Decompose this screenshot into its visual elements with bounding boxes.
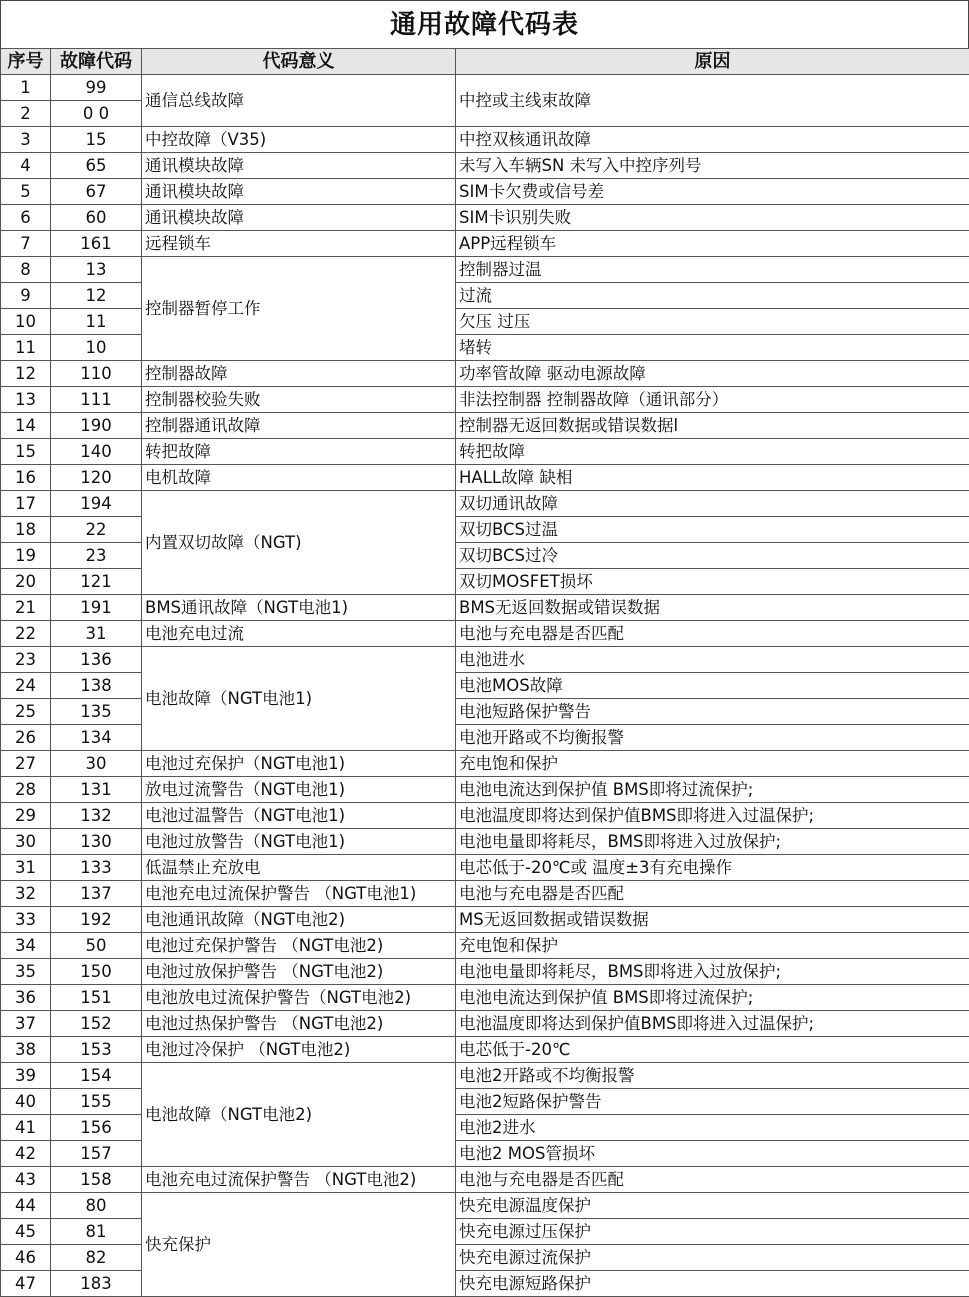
row-number: 16 bbox=[1, 465, 51, 491]
fault-cause: 快充电源过压保护 bbox=[456, 1219, 969, 1245]
row-number: 47 bbox=[1, 1271, 51, 1297]
table-row bbox=[1, 1037, 969, 1063]
row-number: 13 bbox=[1, 387, 51, 413]
fault-cause: 电池2开路或不均衡报警 bbox=[456, 1063, 969, 1089]
fault-cause: 电池电流达到保护值 BMS即将过流保护; bbox=[456, 985, 969, 1011]
table-row bbox=[1, 491, 969, 517]
page-title: 通用故障代码表 bbox=[0, 0, 969, 48]
code-meaning: 电池充电过流保护警告 （NGT电池2) bbox=[142, 1167, 456, 1193]
header-no: 序号 bbox=[1, 49, 51, 75]
row-number: 8 bbox=[1, 257, 51, 283]
fault-code: 153 bbox=[51, 1037, 142, 1063]
row-number: 12 bbox=[1, 361, 51, 387]
fault-cause: 过流 bbox=[456, 283, 969, 309]
fault-cause: 充电饱和保护 bbox=[456, 933, 969, 959]
fault-code: 151 bbox=[51, 985, 142, 1011]
row-number: 15 bbox=[1, 439, 51, 465]
code-meaning: BMS通讯故障（NGT电池1) bbox=[142, 595, 456, 621]
table-row bbox=[1, 387, 969, 413]
fault-code: 152 bbox=[51, 1011, 142, 1037]
fault-code: 60 bbox=[51, 205, 142, 231]
fault-code: 12 bbox=[51, 283, 142, 309]
code-meaning: 控制器故障 bbox=[142, 361, 456, 387]
fault-code: 13 bbox=[51, 257, 142, 283]
table-row bbox=[1, 127, 969, 153]
fault-code: 10 bbox=[51, 335, 142, 361]
table-row bbox=[1, 829, 969, 855]
fault-cause: 控制器过温 bbox=[456, 257, 969, 283]
table-row bbox=[1, 1063, 969, 1089]
code-meaning: 通信总线故障 bbox=[142, 75, 456, 127]
fault-cause: 电池与充电器是否匹配 bbox=[456, 621, 969, 647]
code-meaning: 电池过热保护警告 （NGT电池2) bbox=[142, 1011, 456, 1037]
row-number: 24 bbox=[1, 673, 51, 699]
fault-cause: 电池温度即将达到保护值BMS即将进入过温保护; bbox=[456, 1011, 969, 1037]
row-number: 19 bbox=[1, 543, 51, 569]
fault-cause: 电池2短路保护警告 bbox=[456, 1089, 969, 1115]
row-number: 31 bbox=[1, 855, 51, 881]
code-meaning: 电池过充保护警告 （NGT电池2) bbox=[142, 933, 456, 959]
fault-cause: 电芯低于-20℃ bbox=[456, 1037, 969, 1063]
table-row bbox=[1, 361, 969, 387]
code-meaning: 电池过放保护警告 （NGT电池2) bbox=[142, 959, 456, 985]
fault-cause: 电芯低于-20℃或 温度±3有充电操作 bbox=[456, 855, 969, 881]
code-meaning: 控制器暂停工作 bbox=[142, 257, 456, 361]
fault-cause: 控制器无返回数据或错误数据l bbox=[456, 413, 969, 439]
table-row bbox=[1, 933, 969, 959]
code-meaning: 通讯模块故障 bbox=[142, 153, 456, 179]
fault-cause: SIM卡欠费或信号差 bbox=[456, 179, 969, 205]
code-meaning: 内置双切故障（NGT) bbox=[142, 491, 456, 595]
fault-cause: 电池MOS故障 bbox=[456, 673, 969, 699]
code-meaning: 电池充电过流 bbox=[142, 621, 456, 647]
fault-code: 183 bbox=[51, 1271, 142, 1297]
fault-code: 133 bbox=[51, 855, 142, 881]
code-meaning: 电池过温警告（NGT电池1) bbox=[142, 803, 456, 829]
fault-cause: 快充电源温度保护 bbox=[456, 1193, 969, 1219]
table-row bbox=[1, 907, 969, 933]
fault-cause: 堵转 bbox=[456, 335, 969, 361]
fault-code: 121 bbox=[51, 569, 142, 595]
fault-code: 155 bbox=[51, 1089, 142, 1115]
fault-cause: 功率管故障 驱动电源故障 bbox=[456, 361, 969, 387]
code-meaning: 通讯模块故障 bbox=[142, 179, 456, 205]
table-body bbox=[1, 75, 969, 1297]
code-meaning: 转把故障 bbox=[142, 439, 456, 465]
row-number: 10 bbox=[1, 309, 51, 335]
fault-cause: 双切BCS过温 bbox=[456, 517, 969, 543]
row-number: 17 bbox=[1, 491, 51, 517]
fault-code: 161 bbox=[51, 231, 142, 257]
row-number: 14 bbox=[1, 413, 51, 439]
code-meaning: 远程锁车 bbox=[142, 231, 456, 257]
fault-code: 134 bbox=[51, 725, 142, 751]
fault-code: 130 bbox=[51, 829, 142, 855]
row-number: 28 bbox=[1, 777, 51, 803]
fault-cause: 欠压 过压 bbox=[456, 309, 969, 335]
fault-cause: 电池与充电器是否匹配 bbox=[456, 881, 969, 907]
code-meaning: 电池过充保护（NGT电池1) bbox=[142, 751, 456, 777]
code-meaning: 电池通讯故障（NGT电池2) bbox=[142, 907, 456, 933]
fault-code-table bbox=[0, 48, 969, 1297]
table-row bbox=[1, 1167, 969, 1193]
row-number: 39 bbox=[1, 1063, 51, 1089]
row-number: 37 bbox=[1, 1011, 51, 1037]
fault-code: 82 bbox=[51, 1245, 142, 1271]
code-meaning: 通讯模块故障 bbox=[142, 205, 456, 231]
fault-cause: 中控双核通讯故障 bbox=[456, 127, 969, 153]
fault-code: 22 bbox=[51, 517, 142, 543]
row-number: 22 bbox=[1, 621, 51, 647]
code-meaning: 电池过放警告（NGT电池1) bbox=[142, 829, 456, 855]
table-row bbox=[1, 153, 969, 179]
row-number: 30 bbox=[1, 829, 51, 855]
fault-cause: MS无返回数据或错误数据 bbox=[456, 907, 969, 933]
fault-code: 191 bbox=[51, 595, 142, 621]
table-row bbox=[1, 751, 969, 777]
fault-cause: 转把故障 bbox=[456, 439, 969, 465]
fault-code: 65 bbox=[51, 153, 142, 179]
row-number: 42 bbox=[1, 1141, 51, 1167]
fault-code: 137 bbox=[51, 881, 142, 907]
fault-code: 150 bbox=[51, 959, 142, 985]
row-number: 46 bbox=[1, 1245, 51, 1271]
fault-cause: 电池电流达到保护值 BMS即将过流保护; bbox=[456, 777, 969, 803]
fault-code: 120 bbox=[51, 465, 142, 491]
table-header-row bbox=[1, 49, 969, 75]
fault-cause: 电池电量即将耗尽，BMS即将进入过放保护; bbox=[456, 959, 969, 985]
fault-code: 140 bbox=[51, 439, 142, 465]
code-meaning: 放电过流警告（NGT电池1) bbox=[142, 777, 456, 803]
table-row bbox=[1, 439, 969, 465]
fault-code: 15 bbox=[51, 127, 142, 153]
code-meaning: 低温禁止充放电 bbox=[142, 855, 456, 881]
row-number: 25 bbox=[1, 699, 51, 725]
row-number: 6 bbox=[1, 205, 51, 231]
fault-code: 192 bbox=[51, 907, 142, 933]
fault-code: 190 bbox=[51, 413, 142, 439]
fault-code: 132 bbox=[51, 803, 142, 829]
row-number: 2 bbox=[1, 101, 51, 127]
fault-code: 0 0 bbox=[51, 101, 142, 127]
row-number: 29 bbox=[1, 803, 51, 829]
fault-code: 30 bbox=[51, 751, 142, 777]
table-row bbox=[1, 1193, 969, 1219]
fault-code: 135 bbox=[51, 699, 142, 725]
code-meaning: 电池放电过流保护警告（NGT电池2) bbox=[142, 985, 456, 1011]
fault-code: 131 bbox=[51, 777, 142, 803]
fault-code: 156 bbox=[51, 1115, 142, 1141]
table-row bbox=[1, 257, 969, 283]
code-meaning: 控制器校验失败 bbox=[142, 387, 456, 413]
row-number: 40 bbox=[1, 1089, 51, 1115]
fault-code: 158 bbox=[51, 1167, 142, 1193]
table-row bbox=[1, 75, 969, 101]
row-number: 33 bbox=[1, 907, 51, 933]
row-number: 44 bbox=[1, 1193, 51, 1219]
fault-cause: 中控或主线束故障 bbox=[456, 75, 969, 127]
fault-code: 23 bbox=[51, 543, 142, 569]
fault-cause: 电池温度即将达到保护值BMS即将进入过温保护; bbox=[456, 803, 969, 829]
row-number: 4 bbox=[1, 153, 51, 179]
table-row bbox=[1, 179, 969, 205]
fault-code: 111 bbox=[51, 387, 142, 413]
fault-code: 81 bbox=[51, 1219, 142, 1245]
header-code: 故障代码 bbox=[51, 49, 142, 75]
table-row bbox=[1, 803, 969, 829]
row-number: 43 bbox=[1, 1167, 51, 1193]
header-meaning: 代码意义 bbox=[142, 49, 456, 75]
table-row bbox=[1, 1011, 969, 1037]
row-number: 36 bbox=[1, 985, 51, 1011]
header-cause: 原因 bbox=[456, 49, 969, 75]
fault-cause: 快充电源过流保护 bbox=[456, 1245, 969, 1271]
row-number: 45 bbox=[1, 1219, 51, 1245]
row-number: 21 bbox=[1, 595, 51, 621]
code-meaning: 中控故障（V35) bbox=[142, 127, 456, 153]
table-row bbox=[1, 881, 969, 907]
code-meaning: 电池故障（NGT电池1) bbox=[142, 647, 456, 751]
row-number: 9 bbox=[1, 283, 51, 309]
row-number: 26 bbox=[1, 725, 51, 751]
row-number: 34 bbox=[1, 933, 51, 959]
fault-code: 50 bbox=[51, 933, 142, 959]
code-meaning: 电池过冷保护 （NGT电池2) bbox=[142, 1037, 456, 1063]
table-row bbox=[1, 647, 969, 673]
table-row bbox=[1, 985, 969, 1011]
fault-cause: 电池进水 bbox=[456, 647, 969, 673]
row-number: 27 bbox=[1, 751, 51, 777]
table-row bbox=[1, 465, 969, 491]
row-number: 18 bbox=[1, 517, 51, 543]
fault-cause: 电池电量即将耗尽，BMS即将进入过放保护; bbox=[456, 829, 969, 855]
table-row bbox=[1, 855, 969, 881]
fault-cause: 充电饱和保护 bbox=[456, 751, 969, 777]
code-meaning: 电机故障 bbox=[142, 465, 456, 491]
row-number: 35 bbox=[1, 959, 51, 985]
fault-cause: 未写入车辆SN 未写入中控序列号 bbox=[456, 153, 969, 179]
fault-code: 138 bbox=[51, 673, 142, 699]
table-row bbox=[1, 621, 969, 647]
table-row bbox=[1, 959, 969, 985]
code-meaning: 电池故障（NGT电池2) bbox=[142, 1063, 456, 1167]
fault-cause: 双切BCS过冷 bbox=[456, 543, 969, 569]
table-row bbox=[1, 413, 969, 439]
fault-code: 11 bbox=[51, 309, 142, 335]
fault-code: 157 bbox=[51, 1141, 142, 1167]
row-number: 23 bbox=[1, 647, 51, 673]
code-meaning: 快充保护 bbox=[142, 1193, 456, 1297]
fault-code: 99 bbox=[51, 75, 142, 101]
row-number: 41 bbox=[1, 1115, 51, 1141]
fault-code: 194 bbox=[51, 491, 142, 517]
fault-cause: 电池开路或不均衡报警 bbox=[456, 725, 969, 751]
fault-cause: BMS无返回数据或错误数据 bbox=[456, 595, 969, 621]
fault-cause: 电池短路保护警告 bbox=[456, 699, 969, 725]
fault-cause: SIM卡识别失败 bbox=[456, 205, 969, 231]
fault-cause: 快充电源短路保护 bbox=[456, 1271, 969, 1297]
fault-code: 154 bbox=[51, 1063, 142, 1089]
fault-code: 136 bbox=[51, 647, 142, 673]
table-row bbox=[1, 231, 969, 257]
fault-cause: 双切通讯故障 bbox=[456, 491, 969, 517]
fault-cause: 非法控制器 控制器故障（通讯部分） bbox=[456, 387, 969, 413]
fault-cause: 电池2进水 bbox=[456, 1115, 969, 1141]
fault-cause: 双切MOSFET损坏 bbox=[456, 569, 969, 595]
fault-cause: APP远程锁车 bbox=[456, 231, 969, 257]
row-number: 3 bbox=[1, 127, 51, 153]
table-row bbox=[1, 205, 969, 231]
code-meaning: 控制器通讯故障 bbox=[142, 413, 456, 439]
fault-code: 80 bbox=[51, 1193, 142, 1219]
fault-cause: HALL故障 缺相 bbox=[456, 465, 969, 491]
table-row bbox=[1, 777, 969, 803]
row-number: 5 bbox=[1, 179, 51, 205]
fault-code: 67 bbox=[51, 179, 142, 205]
row-number: 11 bbox=[1, 335, 51, 361]
row-number: 1 bbox=[1, 75, 51, 101]
fault-code: 31 bbox=[51, 621, 142, 647]
row-number: 7 bbox=[1, 231, 51, 257]
row-number: 20 bbox=[1, 569, 51, 595]
fault-code: 110 bbox=[51, 361, 142, 387]
fault-cause: 电池2 MOS管损坏 bbox=[456, 1141, 969, 1167]
fault-cause: 电池与充电器是否匹配 bbox=[456, 1167, 969, 1193]
code-meaning: 电池充电过流保护警告 （NGT电池1) bbox=[142, 881, 456, 907]
row-number: 38 bbox=[1, 1037, 51, 1063]
table-row bbox=[1, 595, 969, 621]
row-number: 32 bbox=[1, 881, 51, 907]
